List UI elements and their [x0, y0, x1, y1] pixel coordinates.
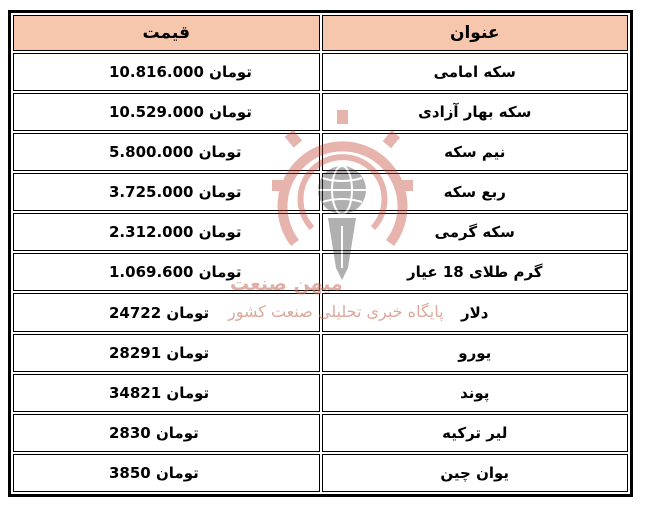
- table-body: [13, 53, 628, 492]
- table-row: [13, 374, 628, 412]
- row-title: گرم طلای 18 عیار: [322, 253, 629, 291]
- row-title: نیم سکه: [322, 133, 629, 171]
- table-row: [13, 93, 628, 131]
- price-value: 10.529.000: [109, 103, 204, 122]
- price-value: 10.816.000: [109, 63, 204, 82]
- row-title: یورو: [322, 334, 629, 372]
- row-title: ربع سکه: [322, 173, 629, 211]
- table-row: [13, 213, 628, 251]
- row-title: دلار: [322, 293, 629, 331]
- row-title: یوان چین: [322, 454, 629, 492]
- price-table-container: [8, 10, 633, 497]
- price-unit: تومان: [166, 383, 210, 402]
- price-unit: تومان: [198, 183, 242, 202]
- row-title: سکه گرمی: [322, 213, 629, 251]
- row-price: [13, 213, 320, 251]
- price-unit: تومان: [155, 423, 199, 442]
- price-value: 2.312.000: [109, 223, 194, 242]
- price-value: 2830: [109, 423, 151, 442]
- row-price: [13, 334, 320, 372]
- table-row: [13, 133, 628, 171]
- table-row: [13, 334, 628, 372]
- price-unit: تومان: [198, 263, 242, 282]
- price-table: [11, 13, 630, 494]
- table-header-row: [13, 15, 628, 51]
- row-title: سکه امامی: [322, 53, 629, 91]
- row-price: [13, 454, 320, 492]
- price-unit: تومان: [209, 63, 252, 82]
- row-title: پوند: [322, 374, 629, 412]
- row-price: [13, 93, 320, 131]
- price-unit: تومان: [155, 463, 199, 482]
- table-row: [13, 454, 628, 492]
- table-row: [13, 53, 628, 91]
- row-title: سکه بهار آزادی: [322, 93, 629, 131]
- row-price: [13, 374, 320, 412]
- price-unit: تومان: [198, 143, 242, 162]
- row-price: [13, 293, 320, 331]
- row-title: لیر ترکیه: [322, 414, 629, 452]
- table-row: [13, 414, 628, 452]
- row-price: [13, 133, 320, 171]
- watermark-tagline: پایگاه خبری تحلیلی صنعت کشور: [228, 302, 444, 321]
- price-value: 1.069.600: [109, 263, 194, 282]
- price-unit: تومان: [166, 303, 210, 322]
- table-row: [13, 253, 628, 291]
- price-unit: تومان: [166, 343, 210, 362]
- price-value: 28291: [109, 343, 162, 362]
- price-value: 5.800.000: [109, 143, 194, 162]
- price-value: 34821: [109, 383, 162, 402]
- row-price: [13, 53, 320, 91]
- header-price: قیمت: [13, 15, 320, 51]
- header-title: عنوان: [322, 15, 629, 51]
- watermark-name: میهن صنعت: [230, 273, 343, 295]
- price-value: 3.725.000: [109, 183, 194, 202]
- price-value: 3850: [109, 463, 151, 482]
- row-price: [13, 253, 320, 291]
- table-row: [13, 173, 628, 211]
- price-unit: تومان: [209, 103, 252, 122]
- price-value: 24722: [109, 303, 162, 322]
- row-price: [13, 173, 320, 211]
- row-price: [13, 414, 320, 452]
- price-unit: تومان: [198, 223, 242, 242]
- table-row: [13, 293, 628, 331]
